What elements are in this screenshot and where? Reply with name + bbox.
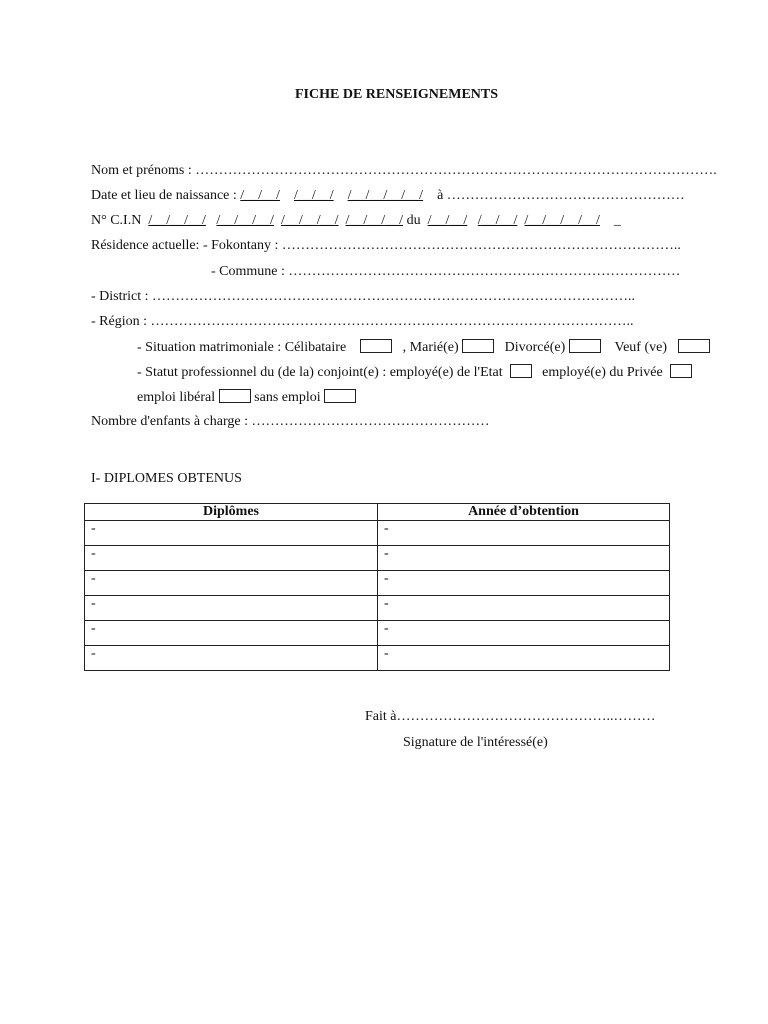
diplome-cell[interactable]: -	[85, 646, 378, 671]
annee-cell[interactable]: -	[378, 546, 670, 571]
district-label: - District :	[91, 289, 149, 304]
veuf-label: Veuf (ve)	[614, 340, 668, 355]
region-dots: …………………………………………………………………………………………..	[150, 314, 634, 329]
etat-checkbox[interactable]	[510, 364, 532, 378]
annee-cell[interactable]: -	[378, 521, 670, 546]
district-dots: …………………………………………………………………………………………..	[152, 289, 636, 304]
cin-field[interactable]	[91, 213, 621, 229]
residence-field[interactable]	[91, 238, 681, 254]
sans-emploi-label: sans emploi	[254, 390, 321, 405]
naissance-year: /__/__/__/__/	[347, 188, 424, 203]
diplome-cell[interactable]: -	[85, 596, 378, 621]
diplome-cell[interactable]: -	[85, 571, 378, 596]
header-diplomes: Diplômes	[85, 504, 378, 521]
marie-checkbox[interactable]	[462, 339, 494, 353]
diplomes-table	[84, 503, 670, 671]
divorce-label: Divorcé(e)	[504, 340, 566, 355]
veuf-checkbox[interactable]	[678, 339, 710, 353]
region-field[interactable]	[91, 314, 634, 330]
naissance-month: /__/__/	[293, 188, 334, 203]
prive-checkbox[interactable]	[670, 364, 692, 378]
nom-field[interactable]	[91, 163, 717, 179]
nom-label: Nom et prénoms :	[91, 163, 192, 178]
naissance-field[interactable]	[91, 188, 685, 204]
cin-group-1: /__/__/__/	[148, 213, 206, 228]
table-row	[85, 646, 670, 671]
prive-label: employé(e) du Privée	[542, 365, 663, 380]
statut-row	[137, 364, 692, 381]
section-heading: I- DIPLOMES OBTENUS	[91, 471, 242, 486]
annee-cell[interactable]: -	[378, 646, 670, 671]
commune-label: - Commune :	[211, 264, 285, 279]
enfants-dots: ……………………………………………	[251, 414, 490, 429]
diplome-cell[interactable]: -	[85, 546, 378, 571]
situation-label: - Situation matrimoniale : Célibataire	[137, 340, 347, 355]
commune-dots: …………………………………………………………………………	[288, 264, 681, 279]
cin-date-year: /__/__/__/__/	[524, 213, 600, 228]
divorce-checkbox[interactable]	[569, 339, 601, 353]
residence-label: Résidence actuelle: - Fokontany :	[91, 238, 279, 253]
celibataire-checkbox[interactable]	[360, 339, 392, 353]
header-annee: Année d’obtention	[378, 504, 670, 521]
situation-row	[137, 339, 710, 356]
fait-a-field[interactable]: Fait à………………………………………..………	[365, 709, 656, 724]
cin-group-2: /__/__/__/	[216, 213, 274, 228]
commune-field[interactable]	[211, 264, 680, 280]
nom-dots: ………………………………………………………………………………………………….	[195, 163, 717, 178]
table-row	[85, 596, 670, 621]
naissance-label: Date et lieu de naissance :	[91, 188, 237, 203]
enfants-label: Nombre d'enfants à charge :	[91, 414, 248, 429]
diplome-cell[interactable]: -	[85, 521, 378, 546]
marie-label: , Marié(e)	[402, 340, 459, 355]
enfants-field[interactable]	[91, 414, 489, 430]
diplome-cell[interactable]: -	[85, 621, 378, 646]
table-row	[85, 546, 670, 571]
cin-label: N° C.I.N	[91, 213, 142, 228]
cin-group-4: /__/__/__/	[345, 213, 404, 228]
annee-cell[interactable]: -	[378, 621, 670, 646]
page-title: FICHE DE RENSEIGNEMENTS	[295, 87, 499, 102]
signature-label: Signature de l'intéressé(e)	[403, 735, 548, 750]
table-row	[85, 621, 670, 646]
annee-cell[interactable]: -	[378, 571, 670, 596]
cin-date-month: /__/__/	[477, 213, 518, 228]
residence-dots: …………………………………………………………………………..	[281, 238, 681, 253]
naissance-a: à	[437, 188, 444, 203]
naissance-day: /__/__/	[240, 188, 280, 203]
table-row	[85, 521, 670, 546]
cin-du: du	[406, 213, 421, 228]
cin-group-3: /__/__/__/	[280, 213, 339, 228]
table-row	[85, 571, 670, 596]
cin-end-mark: _	[613, 213, 621, 228]
liberal-checkbox[interactable]	[219, 389, 251, 403]
sans-emploi-checkbox[interactable]	[324, 389, 356, 403]
district-field[interactable]	[91, 289, 635, 305]
region-label: - Région :	[91, 314, 147, 329]
cin-date-day: /__/__/	[427, 213, 468, 228]
liberal-label: emploi libéral	[137, 390, 216, 405]
annee-cell[interactable]: -	[378, 596, 670, 621]
statut-label: - Statut professionnel du (de la) conjoint(e) : employé(e) de l'Etat	[137, 365, 503, 380]
naissance-dots: ……………………………………………	[446, 188, 685, 203]
emploi-row	[137, 389, 356, 406]
